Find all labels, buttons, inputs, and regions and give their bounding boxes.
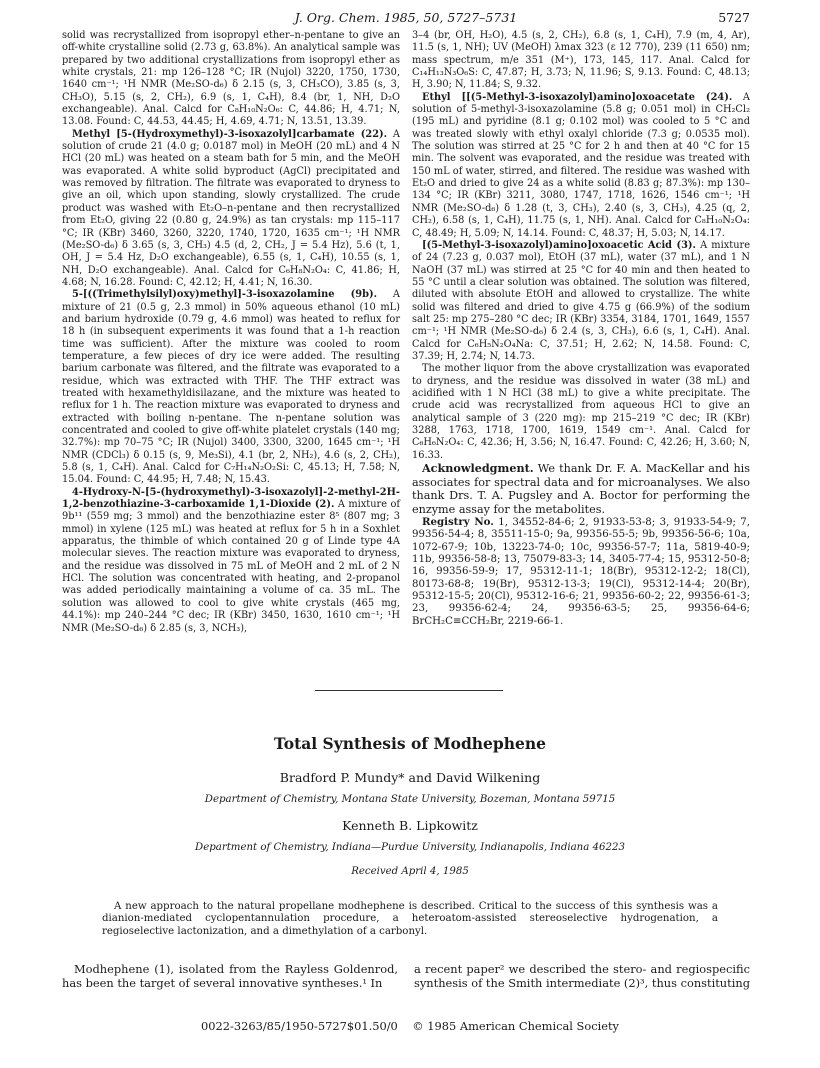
paragraph: [62, 487, 400, 635]
intro-right-column: [414, 963, 750, 990]
paragraph-body: A mixture of 9b¹¹ (559 mg; 3 mmol) and the benzothiazine ester 8⁵ (807 mg; 3 mmol) in xylene (125 mL) was heated at reflux for 5 h in a Soxhlet apparatus, the thimble of which contained 20 g of Linde type 4A molecular sieves. The reaction mixture was evaporated to dryness, and the residue was dissolved in 75 mL of MeOH and 2 mL of 2 N HCl. The solution was concentrated with heating, and 2-propanol was added periodically maintaining a volume of ca. 35 mL. The solution was allowed to cool to give white crystals (465 mg, 44.1%): mp 240–244 °C dec; IR (KBr) 3450, 1630, 1610 cm⁻¹; ¹H NMR (Me₂SO-d₆) δ 2.85 (s, 3, NCH₃),: [62, 499, 400, 634]
running-header: [62, 10, 750, 28]
copyright: © 1985 American Chemical Society: [412, 1019, 619, 1033]
intro-left-column: [62, 963, 398, 990]
paragraph: solid was recrystallized from isopropyl ether–n-pentane to give an off-white crystalline solid (2.73 g, 63.8%). An analytical sample was prepared by two additional crystallizations from isopropyl ether as white crystals, 21: mp 126–128 °C; IR (Nujol) 3220, 1750, 1730, 1640 cm⁻¹; ¹H NMR (Me₂SO-d₆) δ 2.15 (s, 3, CH₃CO), 3.85 (s, 3, CH₃O), 5.15 (s, 2, CH₂), 6.9 (s, 1, C₄H), 8.4 (br, 1, NH, D₂O exchangeable). Anal. Calcd for C₈H₁₀N₂O₆: C, 44.86; H, 4.71; N, 13.08. Found: C, 44.53, 44.45; H, 4.69, 4.71; N, 13.51, 13.39.: [62, 30, 400, 128]
compound-heading: 5-[((Trimethylsilyl)oxy)methyl]-3-isoxazolamine (9b).: [72, 289, 377, 301]
paragraph-body: A solution of crude 21 (4.0 g; 0.0187 mol) in MeOH (20 mL) and 4 N HCl (20 mL) was heated on a steam bath for 5 min, and the MeOH was evaporated. A white solid byproduct (AgCl) precipitated and was removed by filtration. The filtrate was evaporated to dryness to give an oil, which upon standing, slowly crystallized. The crude product was washed with Et₂O–n-pentane and then recrystallized from Et₂O, giving 22 (0.80 g, 24.9%) as tan crystals: mp 115–117 °C; IR (KBr) 3460, 3260, 3220, 1740, 1720, 1635 cm⁻¹; ¹H NMR (Me₂SO-d₆) δ 3.65 (s, 3, CH₃) 4.5 (d, 2, CH₂, J = 5.4 Hz), 5.6 (t, 1, OH, J = 5.4 Hz, D₂O exchangeable), 6.55 (s, 1, C₄H), 10.55 (s, 1, NH, D₂O exchangeable). Anal. Calcd for C₆H₈N₂O₄: C, 41.86; H, 4.68; N, 16.28. Found: C, 42.12; H, 4.41; N, 16.30.: [62, 128, 400, 288]
compound-heading: 4-Hydroxy-N-[5-(hydroxymethyl)-3-isoxazolyl]-2-methyl-2H-1,2-benzothiazine-3-carboxamide 1,1-Dioxide (2).: [62, 486, 400, 511]
authors: Bradford P. Mundy* and David Wilkening: [279, 770, 541, 785]
page-footer: [62, 1019, 758, 1033]
abstract: [102, 901, 718, 938]
paragraph: The mother liquor from the above crystallization was evaporated to dryness, and the residue was dissolved in water (38 mL) and acidified with 1 N HCl (38 mL) to give a white precipitate. The crude acid was recrystallized from aqueous HCl to give an analytical sample of 3 (220 mg): mp 215–219 °C dec; IR (KBr) 3288, 1763, 1718, 1700, 1619, 1549 cm⁻¹. Anal. Calcd for C₆H₆N₂O₄: C, 42.36; H, 3.56; N, 16.47. Found: C, 42.26; H, 3.60; N, 16.33.: [412, 363, 750, 461]
compound-heading: Ethyl [[(5-Methyl-3-isoxazolyl)amino]oxoacetate (24).: [422, 91, 733, 103]
registry-heading: Registry No.: [422, 516, 494, 529]
paragraph: Modhephene (1), isolated from the Rayless Goldenrod, has been the target of several innovative syntheses.¹ In: [62, 962, 398, 990]
paragraph-body: A mixture of 21 (0.5 g, 2.3 mmol) in 50% aqueous ethanol (10 mL) and barium hydroxide (0.79 g, 4.6 mmol) was heated to reflux for 18 h (in subsequent experiments it was found that a 1-h reaction time was sufficient). After the mixture was cooled to room temperature, a few pieces of dry ice were added. The resulting barium carbonate was filtered, and the filtrate was evaporated to a residue, which was extracted with THF. The THF extract was treated with hexamethyldisilazane, and the mixture was heated to reflux for 1 h. The reaction mixture was evaporated to dryness and extracted with boiling n-pentane. The n-pentane solution was concentrated and cooled to give off-white platelet crystals (140 mg; 32.7%): mp 70–75 °C; IR (Nujol) 3400, 3300, 3200, 1645 cm⁻¹; ¹H NMR (CDCl₃) δ 0.15 (s, 9, Me₃Si), 4.1 (br, 2, NH₂), 4.6 (s, 2, CH₂), 5.8 (s, 1, C₄H). Anal. Calcd for C₇H₁₄N₂O₂Si: C, 45.13; H, 7.58; N, 15.04. Found: C, 44.95; H, 7.48; N, 15.43.: [62, 289, 400, 486]
paragraph: [62, 129, 400, 289]
received-date: Received April 4, 1985: [351, 866, 469, 877]
journal-citation: J. Org. Chem. 1985, 50, 5727–5731: [294, 10, 518, 25]
compound-heading: [(5-Methyl-3-isoxazolyl)amino]oxoacetic Acid (3).: [422, 239, 696, 251]
article-code: 0022-3263/85/1950-5727$01.50/0: [201, 1019, 398, 1033]
acknowledgment-body: We thank Dr. F. A. MacKellar and his associates for spectral data and for microanalyses. We also thank Drs. T. A. Pugsley and A. Boctor for performing the enzyme assay for the metabolites.: [412, 462, 750, 516]
compound-heading: Methyl [5-(Hydroxymethyl)-3-isoxazolyl]carbamate (22).: [72, 128, 388, 140]
affiliation: Department of Chemistry, Montana State University, Bozeman, Montana 59715: [204, 794, 616, 805]
section-divider: [315, 690, 503, 691]
paragraph: [412, 240, 750, 363]
paragraph: a recent paper² we described the stero- and regiospecific synthesis of the Smith intermediate (2)³, thus constituting: [414, 962, 750, 990]
registry-numbers: [412, 516, 750, 628]
article-title: Total Synthesis of Modhephene: [273, 734, 547, 753]
right-column: [412, 30, 750, 628]
paragraph: [412, 92, 750, 240]
acknowledgment: [412, 462, 750, 516]
acknowledgment-heading: Acknowledgment.: [422, 461, 534, 476]
authors: Kenneth B. Lipkowitz: [342, 818, 478, 833]
abstract-text: A new approach to the natural propellane modhephene is described. Critical to the success of this synthesis was a dianion-mediated cyclopentannulation procedure, a heteroatom-assisted stereoselective hydrogenation, a regioselective lactonization, and a dimethylation of a carbonyl.: [102, 901, 718, 937]
page-number: 5727: [718, 10, 750, 25]
left-column: [62, 30, 400, 635]
paragraph-body: A mixture of 24 (7.23 g, 0.037 mol), EtOH (37 mL), water (37 mL), and 1 N NaOH (37 mL) was stirred at 25 °C for 40 min and then heated to 55 °C until a clear solution was obtained. The solution was filtered, diluted with absolute EtOH and allowed to crystallize. The white solid was filtered and dried to give 4.75 g (66.9%) of the sodium salt 25: mp 275–280 °C dec; IR (KBr) 3354, 3184, 1701, 1649, 1557 cm⁻¹; ¹H NMR (Me₂SO-d₆) δ 2.4 (s, 3, CH₃), 6.6 (s, 1, C₄H). Anal. Calcd for C₆H₅N₂O₄Na: C, 37.51; H, 2.62; N, 14.58. Found: C, 37.39; H, 2.74; N, 14.73.: [412, 239, 750, 362]
paragraph-body: A solution of 5-methyl-3-isoxazolamine (5.8 g; 0.051 mol) in CH₂Cl₂ (195 mL) and pyridine (8.1 g; 0.102 mol) was cooled to 5 °C and was treated slowly with ethyl oxalyl chloride (7.3 g; 0.0535 mol). The solution was stirred at 25 °C for 2 h and then at 40 °C for 15 min. The solvent was evaporated, and the residue was treated with 150 mL of water, stirred, and filtered. The residue was washed with Et₂O and dried to give 24 as a white solid (8.83 g; 87.3%): mp 130–134 °C; IR (KBr) 3211, 3080, 1747, 1718, 1626, 1546 cm⁻¹; ¹H NMR (Me₂SO-d₆) δ 1.28 (t, 3, CH₃), 2.40 (s, 3, CH₃), 4.25 (q, 2, CH₂), 6.58 (s, 1, C₄H), 11.75 (s, 1, NH). Anal. Calcd for C₈H₁₀N₂O₄: C, 48.49; H, 5.09; N, 14.14. Found: C, 48.37; H, 5.03; N, 14.17.: [412, 91, 750, 239]
registry-body: 1, 34552-84-6; 2, 91933-53-8; 3, 91933-54-9; 7, 99356-54-4; 8, 35511-15-0; 9a, 99356-55-5; 9b, 99356-56-6; 10a, 1072-67-9; 10b, 13223-74-0; 10c, 99356-57-7; 11a, 5819-40-9; 11b, 99356-58-8; 13, 75079-83-3; 14, 3405-77-4; 15, 95312-50-8; 16, 99356-59-9; 17, 95312-11-1; 18(Br), 95312-12-2; 18(Cl), 80173-68-8; 19(Br), 95312-13-3; 19(Cl), 95312-14-4; 20(Br), 95312-15-5; 20(Cl), 95312-16-6; 21, 99356-60-2; 22, 99356-61-3; 23, 99356-62-4; 24, 99356-63-5; 25, 99356-64-6; BrCH₂C≡CCH₂Br, 2219-66-1.: [412, 517, 750, 627]
affiliation: Department of Chemistry, Indiana—Purdue University, Indianapolis, Indiana 46223: [195, 842, 625, 853]
paragraph: 3–4 (br, OH, H₂O), 4.5 (s, 2, CH₂), 6.8 (s, 1, C₄H), 7.9 (m, 4, Ar), 11.5 (s, 1, NH); UV (MeOH) λmax 323 (ε 12 770), 239 (11 650) nm; mass spectrum, m/e 351 (M⁺), 173, 145, 117. Anal. Calcd for C₁₄H₁₃N₃O₆S: C, 47.87; H, 3.73; N, 11.96; S, 9.13. Found: C, 48.13; H, 3.90; N, 11.84; S, 9.32.: [412, 30, 750, 91]
paragraph: [62, 289, 400, 487]
